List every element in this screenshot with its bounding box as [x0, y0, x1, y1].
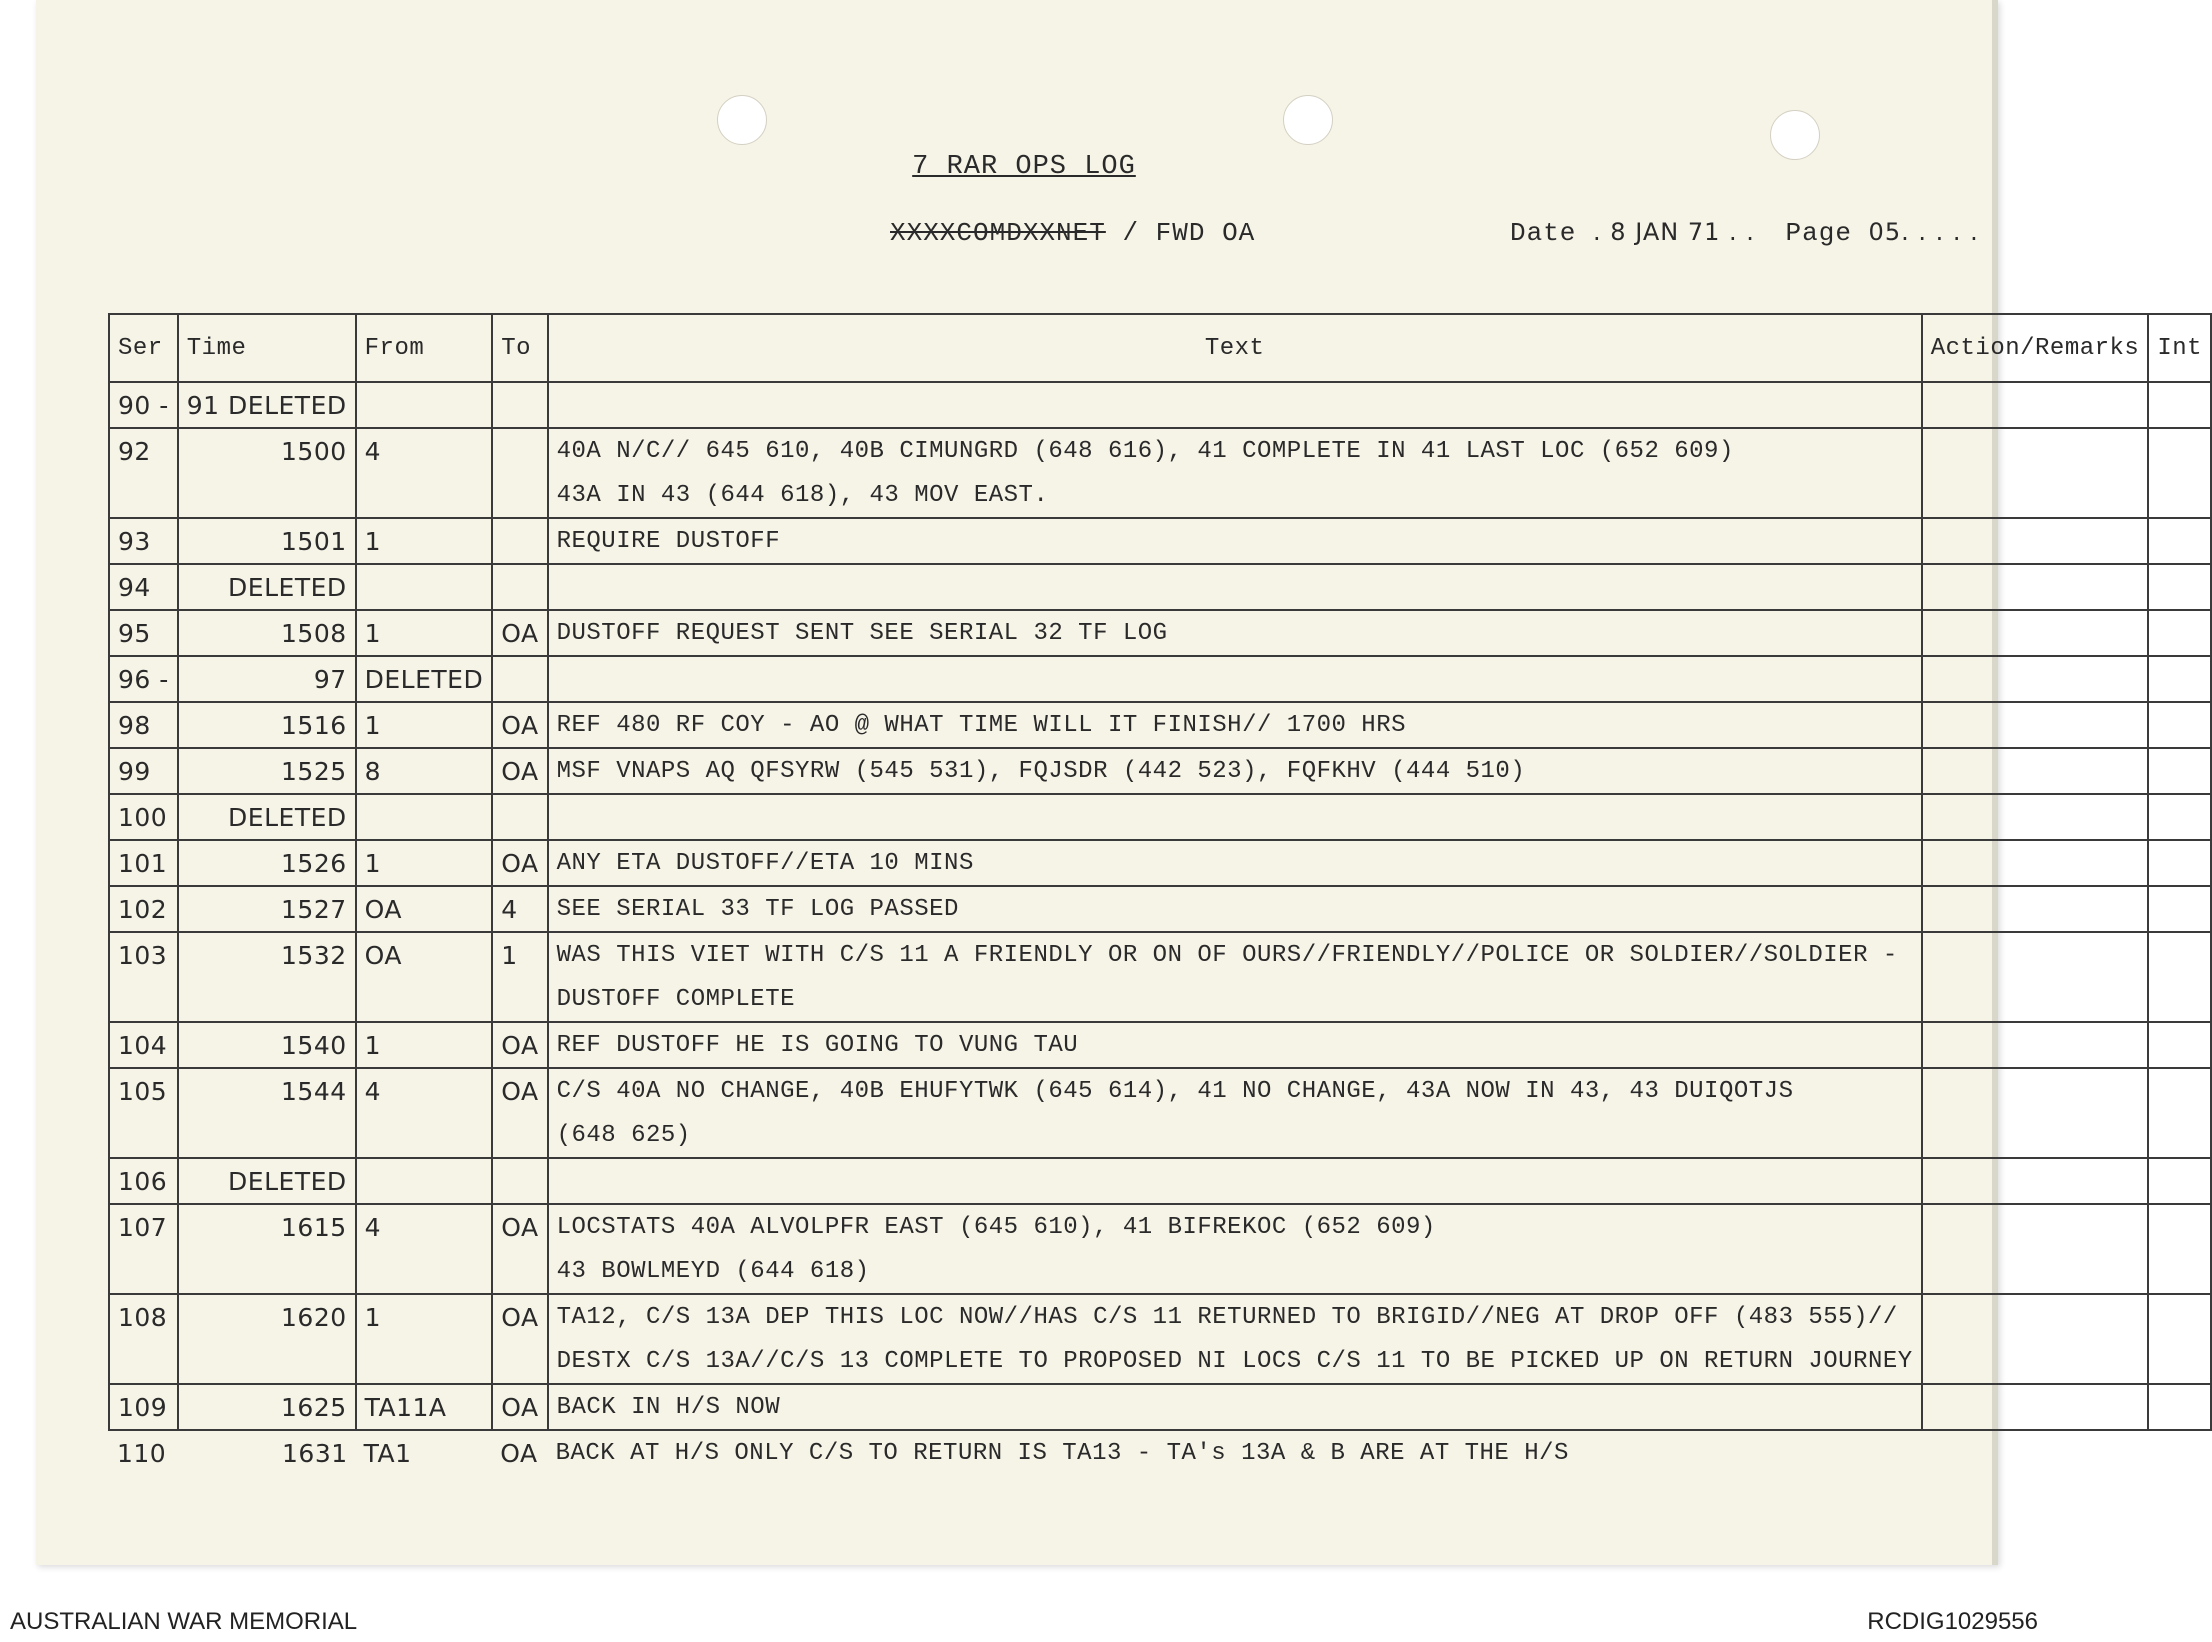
cell-text [548, 564, 1922, 610]
cell-from: 8 [356, 748, 493, 794]
date-label: Date [1510, 218, 1577, 248]
cell-time: 1532 [178, 932, 356, 977]
cell-text: BACK AT H/S ONLY C/S TO RETURN IS TA13 - TA's 13A & B ARE AT THE H/S [548, 1430, 1922, 1475]
cell-text: WAS THIS VIET WITH C/S 11 A FRIENDLY OR ON OF OURS//FRIENDLY//POLICE OR SOLDIER//SOLDIER - [548, 932, 1922, 977]
cell-int [2148, 1113, 2211, 1158]
cell-int [2148, 977, 2211, 1022]
cell-action [1922, 794, 2149, 840]
cell-to: OA [492, 1022, 547, 1068]
col-from: From [356, 314, 493, 382]
cell-from: 1 [356, 1294, 493, 1339]
cell-from [356, 1339, 493, 1384]
cell-int [2148, 428, 2211, 473]
cell-to: 1 [492, 932, 547, 977]
cell-to: 4 [492, 886, 547, 932]
cell-to [492, 382, 547, 428]
net-struck: XXXXCOMDXXNET [890, 218, 1106, 248]
cell-action [1922, 1249, 2149, 1294]
cell-int [2148, 1384, 2211, 1430]
cell-to [492, 518, 547, 564]
table-row [109, 1068, 2211, 1113]
table-row [109, 1204, 2211, 1249]
cell-int [2148, 748, 2211, 794]
cell-int [2148, 518, 2211, 564]
cell-ser: 90 - [109, 382, 178, 428]
cell-to: OA [492, 1294, 547, 1339]
cell-time: 1526 [178, 840, 356, 886]
cell-text: REF DUSTOFF HE IS GOING TO VUNG TAU [548, 1022, 1922, 1068]
cell-to: OA [492, 1068, 547, 1113]
cell-action [1922, 1204, 2149, 1249]
cell-int [2148, 1022, 2211, 1068]
cell-ser: 95 [109, 610, 178, 656]
cell-time: 1527 [178, 886, 356, 932]
cell-to: OA [492, 610, 547, 656]
cell-text: DUSTOFF REQUEST SENT SEE SERIAL 32 TF LOG [548, 610, 1922, 656]
cell-action [1922, 886, 2149, 932]
cell-action [1922, 518, 2149, 564]
cell-to [492, 794, 547, 840]
cell-action [1922, 932, 2149, 977]
cell-ser: 107 [109, 1204, 178, 1249]
col-time: Time [178, 314, 356, 382]
col-action: Action/Remarks [1922, 314, 2149, 382]
cell-time: DELETED [178, 564, 356, 610]
cell-text: MSF VNAPS AQ QFSYRW (545 531), FQJSDR (442 523), FQFKHV (444 510) [548, 748, 1922, 794]
col-to: To [492, 314, 547, 382]
cell-ser: 100 [109, 794, 178, 840]
table-row [109, 1022, 2211, 1068]
table-row [109, 702, 2211, 748]
cell-action [1922, 1068, 2149, 1113]
cell-action [1922, 1022, 2149, 1068]
cell-text: C/S 40A NO CHANGE, 40B EHUFYTWK (645 614), 41 NO CHANGE, 43A NOW IN 43, 43 DUIQOTJS [548, 1068, 1922, 1113]
cell-text: ANY ETA DUSTOFF//ETA 10 MINS [548, 840, 1922, 886]
cell-time: 1544 [178, 1068, 356, 1113]
cell-from [356, 382, 493, 428]
cell-to: OA [492, 1430, 547, 1475]
cell-int [2148, 1430, 2211, 1475]
cell-action [1922, 1339, 2149, 1384]
cell-ser: 93 [109, 518, 178, 564]
cell-action [1922, 656, 2149, 702]
cell-action [1922, 1294, 2149, 1339]
cell-ser: 109 [109, 1384, 178, 1430]
cell-to: OA [492, 702, 547, 748]
cell-time: 1508 [178, 610, 356, 656]
cell-time: 1620 [178, 1294, 356, 1339]
cell-from: TA1 [356, 1430, 493, 1475]
cell-int [2148, 1158, 2211, 1204]
cell-time: DELETED [178, 794, 356, 840]
table-row [109, 1158, 2211, 1204]
cell-from [356, 1158, 493, 1204]
table-row [109, 518, 2211, 564]
cell-action [1922, 428, 2149, 473]
cell-time: DELETED [178, 1158, 356, 1204]
table-row [109, 886, 2211, 932]
cell-ser: 106 [109, 1158, 178, 1204]
cell-time [178, 473, 356, 518]
cell-time: 1540 [178, 1022, 356, 1068]
cell-action [1922, 473, 2149, 518]
cell-int [2148, 382, 2211, 428]
cell-time: 1525 [178, 748, 356, 794]
cell-to: OA [492, 1204, 547, 1249]
cell-action [1922, 702, 2149, 748]
cell-ser: 96 - [109, 656, 178, 702]
header-row [109, 314, 2211, 382]
cell-from: 1 [356, 702, 493, 748]
cell-time [178, 1339, 356, 1384]
col-text: Text [548, 314, 1922, 382]
punch-hole [1283, 95, 1333, 145]
cell-to [492, 428, 547, 473]
table-row [109, 610, 2211, 656]
cell-to [492, 473, 547, 518]
cell-text: REQUIRE DUSTOFF [548, 518, 1922, 564]
cell-text [548, 794, 1922, 840]
cell-text: REF 480 RF COY - AO @ WHAT TIME WILL IT FINISH// 1700 HRS [548, 702, 1922, 748]
cell-time: 91 DELETED [178, 382, 356, 428]
cell-time [178, 1249, 356, 1294]
cell-int [2148, 886, 2211, 932]
cell-ser: 94 [109, 564, 178, 610]
cell-ser: 103 [109, 932, 178, 977]
cell-time: 1625 [178, 1384, 356, 1430]
net-label: / FWD OA [1122, 218, 1256, 248]
table-row [109, 1294, 2211, 1339]
cell-action [1922, 840, 2149, 886]
cell-ser: 108 [109, 1294, 178, 1339]
cell-time: 1631 [178, 1430, 356, 1475]
cell-ser: 105 [109, 1068, 178, 1113]
cell-to: OA [492, 840, 547, 886]
cell-text [548, 656, 1922, 702]
cell-to: OA [492, 1384, 547, 1430]
cell-int [2148, 610, 2211, 656]
log-title: 7 RAR OPS LOG [912, 152, 1136, 182]
col-int: Int [2148, 314, 2211, 382]
cell-to [492, 1249, 547, 1294]
cell-int [2148, 1204, 2211, 1249]
cell-to [492, 656, 547, 702]
cell-text: 40A N/C// 645 610, 40B CIMUNGRD (648 616), 41 COMPLETE IN 41 LAST LOC (652 609) [548, 428, 1922, 473]
cell-from: 4 [356, 1204, 493, 1249]
cell-ser: 101 [109, 840, 178, 886]
table-row [109, 564, 2211, 610]
cell-action [1922, 748, 2149, 794]
table-row [109, 473, 2211, 518]
ops-log-table [108, 313, 2212, 1475]
cell-from [356, 473, 493, 518]
cell-ser: 102 [109, 886, 178, 932]
cell-ser: 92 [109, 428, 178, 473]
cell-ser: 98 [109, 702, 178, 748]
cell-from: 4 [356, 428, 493, 473]
table-row [109, 1339, 2211, 1384]
table-row [109, 748, 2211, 794]
cell-action [1922, 1158, 2149, 1204]
cell-int [2148, 564, 2211, 610]
punch-hole [717, 95, 767, 145]
cell-action [1922, 977, 2149, 1022]
footer-right: RCDIG1029556 [1867, 1608, 2038, 1635]
cell-from [356, 564, 493, 610]
table-row [109, 977, 2211, 1022]
cell-text: TA12, C/S 13A DEP THIS LOC NOW//HAS C/S 11 RETURNED TO BRIGID//NEG AT DROP OFF (483 555)// [548, 1294, 1922, 1339]
cell-int [2148, 473, 2211, 518]
cell-ser [109, 473, 178, 518]
cell-text: BACK IN H/S NOW [548, 1384, 1922, 1430]
cell-from [356, 794, 493, 840]
cell-from: 4 [356, 1068, 493, 1113]
cell-int [2148, 840, 2211, 886]
cell-to [492, 564, 547, 610]
cell-to [492, 977, 547, 1022]
cell-int [2148, 1339, 2211, 1384]
cell-text: DUSTOFF COMPLETE [548, 977, 1922, 1022]
cell-from: 1 [356, 518, 493, 564]
cell-action [1922, 564, 2149, 610]
cell-int [2148, 1294, 2211, 1339]
cell-to: OA [492, 748, 547, 794]
table-row [109, 1249, 2211, 1294]
cell-action [1922, 1384, 2149, 1430]
cell-ser: 104 [109, 1022, 178, 1068]
cell-action [1922, 1113, 2149, 1158]
cell-from [356, 1113, 493, 1158]
date-value: . 8 JAN 71 . . [1593, 218, 1755, 246]
table-row [109, 794, 2211, 840]
cell-time: 1516 [178, 702, 356, 748]
cell-to [492, 1339, 547, 1384]
cell-text: 43A IN 43 (644 618), 43 MOV EAST. [548, 473, 1922, 518]
cell-from: OA [356, 932, 493, 977]
cell-from: 1 [356, 840, 493, 886]
cell-from: DELETED [356, 656, 493, 702]
cell-time [178, 1113, 356, 1158]
footer-left: AUSTRALIAN WAR MEMORIAL [10, 1608, 358, 1635]
cell-int [2148, 1068, 2211, 1113]
cell-text: 43 BOWLMEYD (644 618) [548, 1249, 1922, 1294]
table-row [109, 656, 2211, 702]
cell-from [356, 1249, 493, 1294]
cell-to [492, 1158, 547, 1204]
cell-time: 97 [178, 656, 356, 702]
cell-ser [109, 1113, 178, 1158]
cell-text: LOCSTATS 40A ALVOLPFR EAST (645 610), 41 BIFREKOC (652 609) [548, 1204, 1922, 1249]
cell-ser [109, 1339, 178, 1384]
cell-action [1922, 610, 2149, 656]
col-ser: Ser [109, 314, 178, 382]
table-row [109, 1384, 2211, 1430]
cell-text [548, 382, 1922, 428]
table-row [109, 1430, 2211, 1475]
cell-time: 1501 [178, 518, 356, 564]
cell-ser: 99 [109, 748, 178, 794]
cell-time: 1500 [178, 428, 356, 473]
cell-time [178, 977, 356, 1022]
cell-int [2148, 932, 2211, 977]
cell-ser [109, 977, 178, 1022]
cell-action [1922, 1430, 2149, 1475]
net-line [890, 218, 1255, 248]
cell-from: OA [356, 886, 493, 932]
table-row [109, 932, 2211, 977]
cell-text [548, 1158, 1922, 1204]
cell-from [356, 977, 493, 1022]
cell-to [492, 1113, 547, 1158]
cell-from: 1 [356, 610, 493, 656]
cell-ser: 110 [109, 1430, 178, 1475]
table-row [109, 840, 2211, 886]
cell-text: SEE SERIAL 33 TF LOG PASSED [548, 886, 1922, 932]
table-row [109, 428, 2211, 473]
cell-ser [109, 1249, 178, 1294]
table-row [109, 382, 2211, 428]
cell-action [1922, 382, 2149, 428]
page-label: Page [1785, 218, 1852, 248]
cell-int [2148, 794, 2211, 840]
date-line [1510, 218, 1979, 248]
table-row [109, 1113, 2211, 1158]
cell-from: TA11A [356, 1384, 493, 1430]
cell-from: 1 [356, 1022, 493, 1068]
page-value: 05. . . . . [1868, 218, 1979, 246]
cell-int [2148, 1249, 2211, 1294]
cell-int [2148, 702, 2211, 748]
cell-text: (648 625) [548, 1113, 1922, 1158]
cell-text: DESTX C/S 13A//C/S 13 COMPLETE TO PROPOSED NI LOCS C/S 11 TO BE PICKED UP ON RETURN JOURNEY [548, 1339, 1922, 1384]
cell-int [2148, 656, 2211, 702]
cell-time: 1615 [178, 1204, 356, 1249]
